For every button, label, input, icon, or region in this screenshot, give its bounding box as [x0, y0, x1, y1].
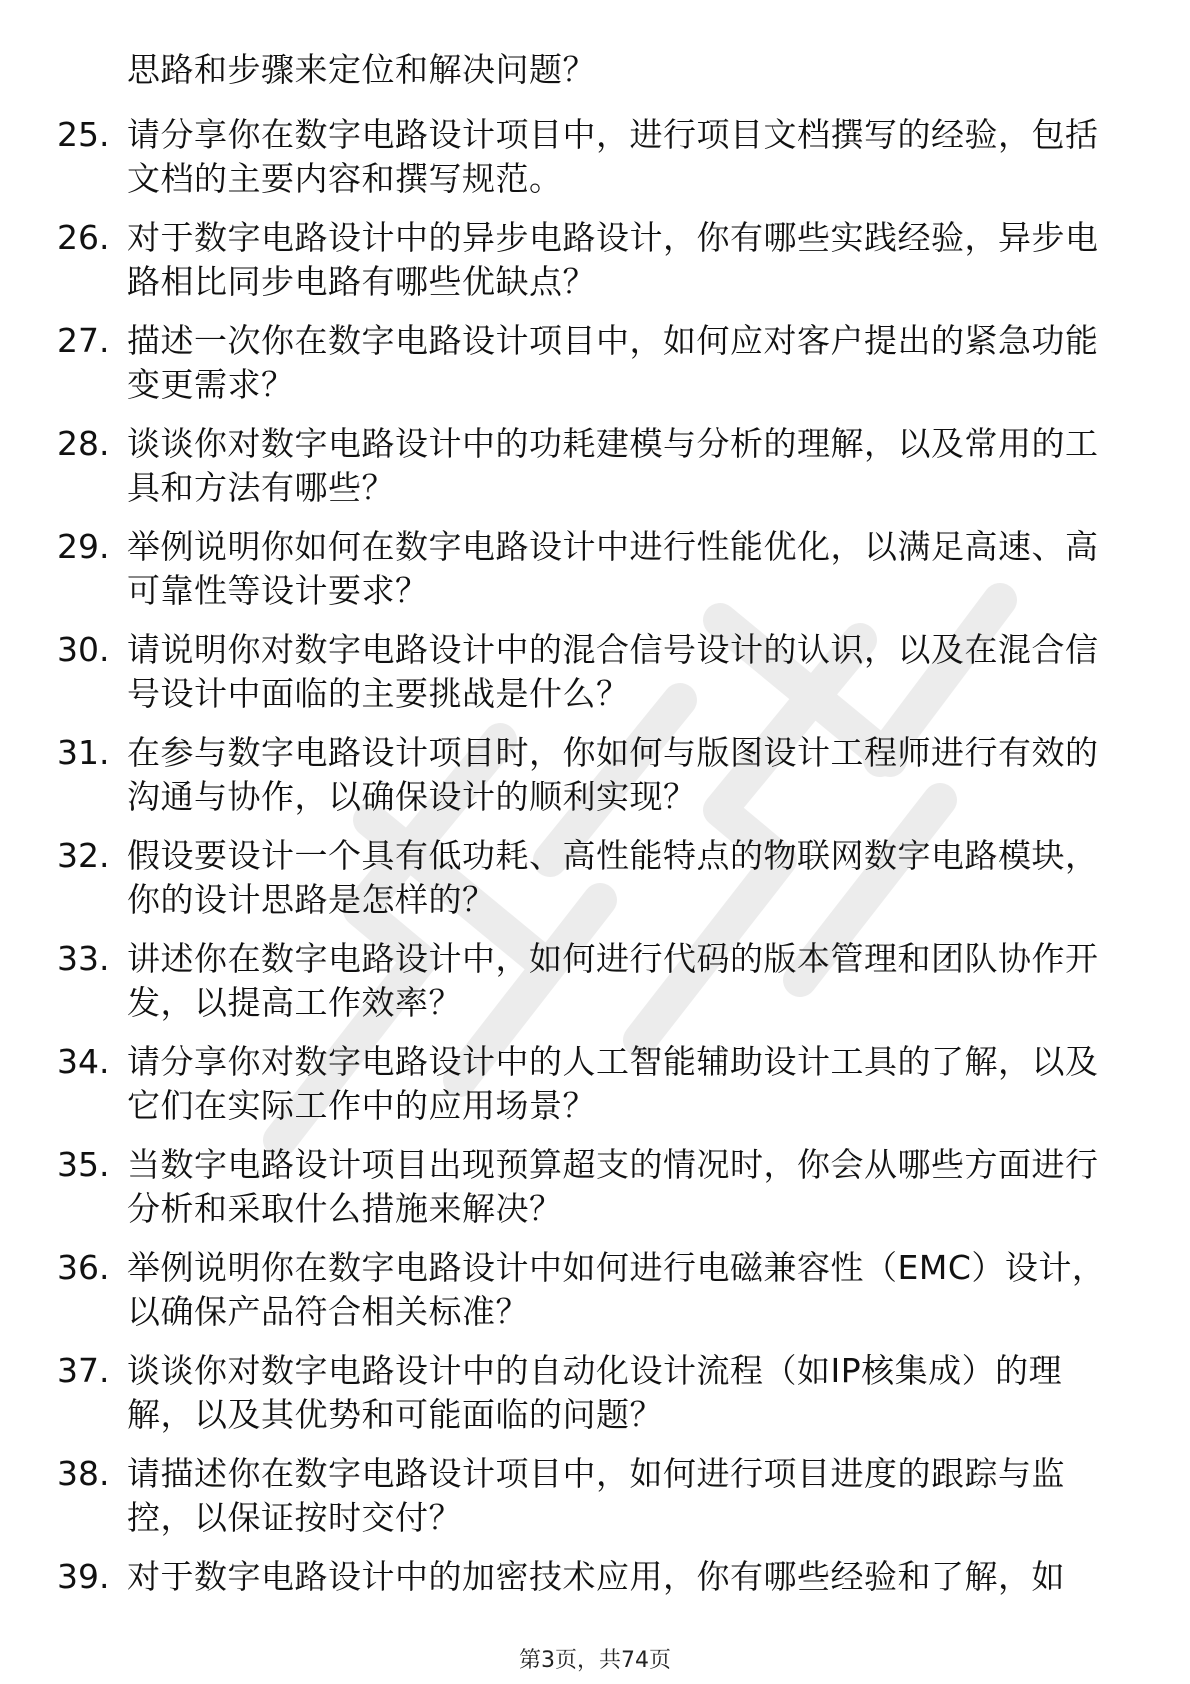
question-number: 36. — [57, 1248, 110, 1287]
question-text: 假设要设计一个具有低功耗、高性能特点的物联网数字电路模块，你的设计思路是怎样的？ — [127, 836, 1099, 919]
question-number: 34. — [57, 1042, 110, 1081]
list-item — [57, 1349, 1137, 1452]
question-number: 26. — [57, 218, 110, 257]
continuation-line: 思路和步骤来定位和解决问题？ — [127, 50, 596, 89]
question-text: 举例说明你如何在数字电路设计中进行性能优化，以满足高速、高可靠性等设计要求？ — [127, 527, 1099, 610]
list-item — [57, 319, 1137, 422]
list-item — [57, 628, 1137, 731]
page-footer: 第3页，共74页 — [519, 1648, 671, 1673]
list-item — [57, 422, 1137, 525]
question-text: 请分享你对数字电路设计中的人工智能辅助设计工具的了解，以及它们在实际工作中的应用场景？ — [127, 1042, 1099, 1125]
question-number: 33. — [57, 939, 110, 978]
question-number: 29. — [57, 527, 110, 566]
list-item — [57, 834, 1137, 937]
question-number: 37. — [57, 1351, 110, 1390]
list-item — [57, 1555, 1137, 1658]
list-item — [57, 1246, 1137, 1349]
list-item — [57, 1143, 1137, 1246]
question-number: 30. — [57, 630, 110, 669]
question-text: 请说明你对数字电路设计中的混合信号设计的认识，以及在混合信号设计中面临的主要挑战是什么？ — [127, 630, 1099, 713]
question-text: 举例说明你在数字电路设计中如何进行电磁兼容性（EMC）设计，以确保产品符合相关标准？ — [127, 1248, 1106, 1331]
question-text: 请分享你在数字电路设计项目中，进行项目文档撰写的经验，包括文档的主要内容和撰写规范。 — [127, 115, 1099, 198]
question-text: 请描述你在数字电路设计项目中，如何进行项目进度的跟踪与监控，以保证按时交付？ — [127, 1454, 1065, 1537]
question-text: 对于数字电路设计中的异步电路设计，你有哪些实践经验，异步电路相比同步电路有哪些优缺点？ — [127, 218, 1099, 301]
list-item — [57, 113, 1137, 216]
question-text: 对于数字电路设计中的加密技术应用，你有哪些经验和了解，如 — [127, 1557, 1065, 1596]
question-number: 32. — [57, 836, 110, 875]
question-text: 讲述你在数字电路设计中，如何进行代码的版本管理和团队协作开发，以提高工作效率？ — [127, 939, 1099, 1022]
list-item — [57, 1040, 1137, 1143]
question-number: 31. — [57, 733, 110, 772]
list-item — [57, 525, 1137, 628]
question-number: 28. — [57, 424, 110, 463]
question-text: 在参与数字电路设计项目时，你如何与版图设计工程师进行有效的沟通与协作，以确保设计的顺利实现？ — [127, 733, 1099, 816]
question-text: 谈谈你对数字电路设计中的功耗建模与分析的理解，以及常用的工具和方法有哪些？ — [127, 424, 1099, 507]
list-item — [57, 216, 1137, 319]
question-number: 35. — [57, 1145, 110, 1184]
list-item — [57, 937, 1137, 1040]
question-text: 当数字电路设计项目出现预算超支的情况时，你会从哪些方面进行分析和采取什么措施来解决？ — [127, 1145, 1099, 1228]
question-number: 39. — [57, 1557, 110, 1596]
list-item — [57, 1452, 1137, 1555]
question-text: 描述一次你在数字电路设计项目中，如何应对客户提出的紧急功能变更需求？ — [127, 321, 1099, 404]
question-number: 38. — [57, 1454, 110, 1493]
question-text: 谈谈你对数字电路设计中的自动化设计流程（如IP核集成）的理解，以及其优势和可能面临的问题？ — [127, 1351, 1063, 1434]
list-item — [57, 731, 1137, 834]
question-number: 27. — [57, 321, 110, 360]
question-number: 25. — [57, 115, 110, 154]
question-list — [57, 113, 1137, 1658]
